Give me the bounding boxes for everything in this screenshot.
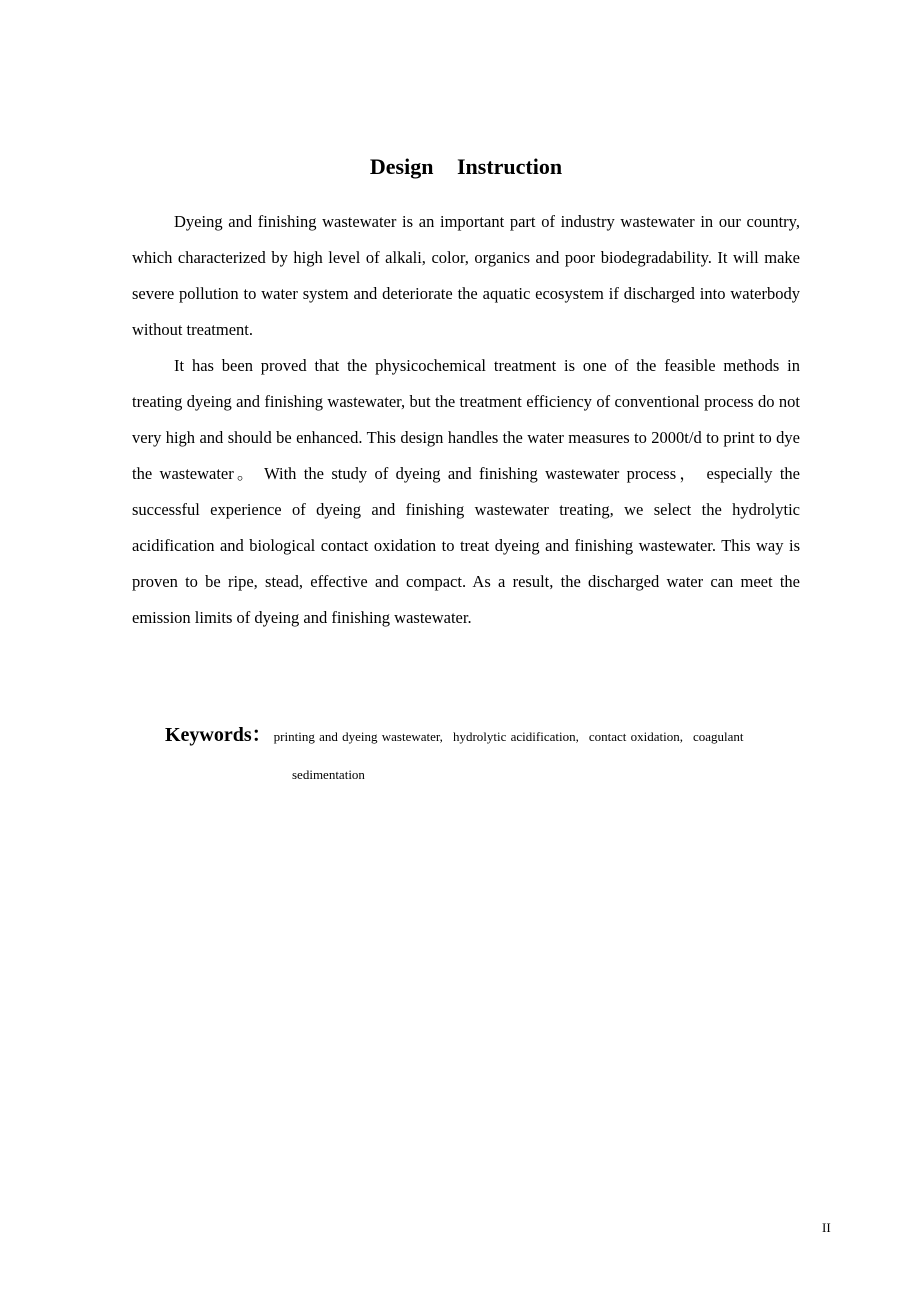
document-title: Design Instruction bbox=[369, 154, 563, 179]
keyword-item: contact oxidation, bbox=[588, 729, 683, 744]
page-number: II bbox=[822, 1220, 831, 1235]
keywords-label: Keywords： bbox=[165, 724, 272, 746]
keyword-item: coagulant bbox=[692, 729, 744, 744]
keyword-item: printing and dyeing wastewater, bbox=[273, 729, 443, 744]
abstract-body bbox=[132, 204, 800, 636]
keyword-item: hydrolytic acidification, bbox=[452, 729, 579, 744]
abstract-paragraph-2: It has been proved that the physicochemical treatment is one of the feasible methods in treating dyeing and finishing wastewater, but the treatment efficiency of conventional process do not very high and should be enhanced. This design handles the water measures to 2000t/d to print to dye the wastewater。 With the study of dyeing and finishing wastewater process， especially the successful experience of dyeing and finishing wastewater treating, we select the hydrolytic acidification and biological contact oxidation to treat dyeing and finishing wastewater. This way is proven to be ripe, stead, effective and compact. As a result, the discharged water can meet the emission limits of dyeing and finishing wastewater. bbox=[132, 356, 800, 627]
abstract-paragraph-1: Dyeing and finishing wastewater is an important part of industry wastewater in our country, which characterized by high level of alkali, color, organics and poor biodegradability. It will make severe pollution to water system and deteriorate the aquatic ecosystem if discharged into waterbody without treatment. bbox=[132, 212, 800, 339]
keywords-section bbox=[165, 718, 805, 747]
keyword-continuation: sedimentation bbox=[292, 767, 365, 782]
keywords-list bbox=[274, 729, 744, 744]
